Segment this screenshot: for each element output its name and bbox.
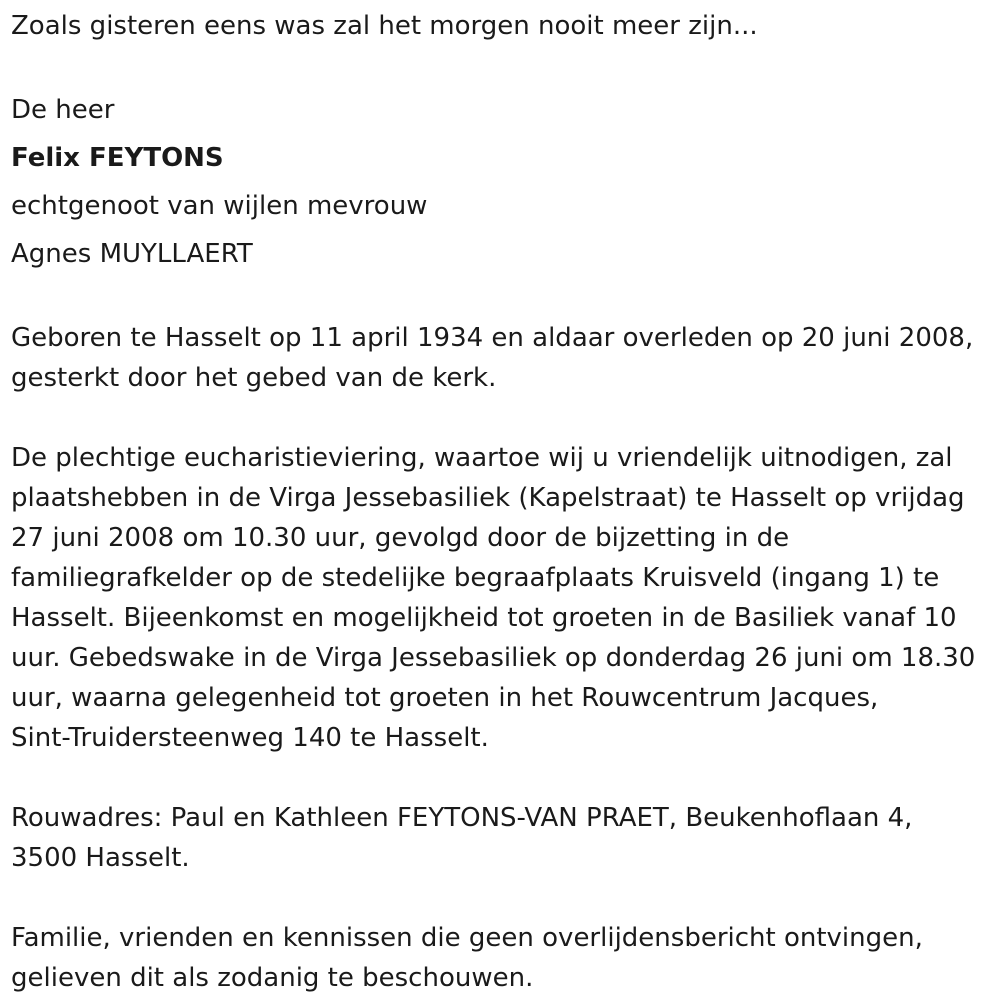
- ceremony-line: 27 juni 2008 om 10.30 uur, gevolgd door de bijzetting in de: [11, 523, 790, 553]
- spouse-relation: echtgenoot van wijlen mevrouw: [11, 191, 428, 221]
- ceremony-line: uur. Gebedswake in de Virga Jessebasiliek op donderdag 26 juni om 18.30: [11, 643, 976, 673]
- spacer: [11, 878, 990, 918]
- deceased-name: Felix FEYTONS: [11, 143, 224, 173]
- birth-death-line: Geboren te Hasselt op 11 april 1934 en aldaar overleden op 20 juni 2008,: [11, 323, 974, 353]
- ceremony-line: plaatshebben in de Virga Jessebasiliek (Kapelstraat) te Hasselt op vrijdag: [11, 483, 965, 513]
- address-line: Rouwadres: Paul en Kathleen FEYTONS-VAN PRAET, Beukenhoflaan 4,: [11, 803, 913, 833]
- closing-line: gelieven dit als zodanig te beschouwen.: [11, 963, 534, 993]
- spacer: [11, 278, 990, 318]
- ceremony-line: Sint-Truidersteenweg 140 te Hasselt.: [11, 723, 489, 753]
- spacer: [11, 758, 990, 798]
- birth-death-line: gesterkt door het gebed van de kerk.: [11, 363, 497, 393]
- motto-line: Zoals gisteren eens was zal het morgen nooit meer zijn...: [11, 11, 758, 41]
- spouse-name: Agnes MUYLLAERT: [11, 239, 253, 269]
- ceremony-line: Hasselt. Bijeenkomst en mogelijkheid tot groeten in de Basiliek vanaf 10: [11, 603, 957, 633]
- ceremony-line: familiegrafkelder op de stedelijke begraafplaats Kruisveld (ingang 1) te: [11, 563, 940, 593]
- ceremony-line: uur, waarna gelegenheid tot groeten in het Rouwcentrum Jacques,: [11, 683, 879, 713]
- spacer: [11, 398, 990, 438]
- spacer: [11, 46, 990, 86]
- salutation: De heer: [11, 95, 115, 125]
- ceremony-line: De plechtige eucharistieviering, waartoe wij u vriendelijk uitnodigen, zal: [11, 443, 953, 473]
- closing-line: Familie, vrienden en kennissen die geen overlijdensbericht ontvingen,: [11, 923, 923, 953]
- address-line: 3500 Hasselt.: [11, 843, 190, 873]
